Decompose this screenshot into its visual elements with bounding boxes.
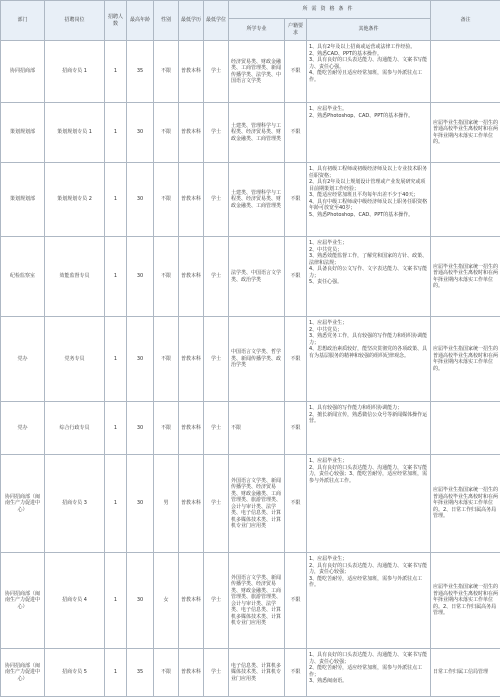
cell-age: 30	[127, 103, 154, 163]
cell-hukou: 不限	[285, 163, 307, 237]
cell-gender: 男	[154, 455, 179, 553]
cell-count: 1	[105, 103, 127, 163]
cell-major: 电子信息类、计算机多媒体技术类、计算机专业门应用类	[229, 649, 285, 697]
condition-line: 3、熟悉闽南语。	[309, 678, 428, 685]
cell-degree: 学士	[204, 41, 229, 103]
cell-post: 党务专员	[45, 317, 105, 402]
condition-line: 1、具有初级工程师或初级经济师及以上专业技术职务任职资格；	[309, 166, 428, 179]
table-row	[1, 553, 500, 649]
cell-dept: 协同招商部	[1, 41, 45, 103]
header-other: 其他条件	[307, 19, 431, 41]
cell-gender: 不限	[154, 103, 179, 163]
cell-note: 应届毕业生指国家统一招生的普通高校毕业生离校时和在两年择业期内未落实工作单位的。	[431, 237, 500, 317]
cell-major: 外国语言文学类、新闻传播学类、经济贸易类、财政金融类、工商管理类、旅游管理类、会计与审计类、法学类、电子信息类、计算机多媒体技术类、计算机专业门应用类	[229, 553, 285, 649]
cell-age: 30	[127, 317, 154, 402]
header-row-1	[1, 1, 500, 19]
cell-other	[307, 317, 431, 402]
condition-line: 5、责任心强。	[309, 279, 428, 286]
cell-note: 应届毕业生指国家统一招生的普通高校毕业生离校时和在两年择业期内未落实工作单位的。2、日常工作归属高务局管理。	[431, 455, 500, 553]
cell-count: 1	[105, 317, 127, 402]
cell-dept: 党办	[1, 402, 45, 455]
cell-age: 35	[127, 41, 154, 103]
cell-hukou: 不限	[285, 649, 307, 697]
cell-hukou: 不限	[285, 237, 307, 317]
condition-line: 1、具有2年及以上招商或运营或法律工作经验。	[309, 44, 428, 51]
cell-post: 招商专员 1	[45, 41, 105, 103]
cell-note	[431, 402, 500, 455]
condition-line: 2、能吃苦耐劳，适应经常加班，需参与外派驻点工作；	[309, 665, 428, 678]
cell-age: 30	[127, 402, 154, 455]
condition-line: 3、能吃苦耐劳，适应经常加班，需参与外派驻点工作。	[309, 576, 428, 589]
cell-hukou: 不限	[285, 41, 307, 103]
cell-edu: 普教本科	[179, 553, 204, 649]
cell-edu: 普教本科	[179, 317, 204, 402]
cell-major: 土建类、管理科学与工程类、经济贸易类、财政金融类、工商管理类	[229, 103, 285, 163]
header-gender: 性别	[154, 1, 179, 41]
cell-degree: 学士	[204, 649, 229, 697]
condition-line: 1、具有良好的口头表达能力、沟通能力、文案书写能力、责任心较强；	[309, 652, 428, 665]
cell-other	[307, 649, 431, 697]
cell-other	[307, 237, 431, 317]
condition-line: 2、熟悉Photoshop、CAD、PPT的基本操作。	[309, 113, 428, 120]
cell-gender: 不限	[154, 237, 179, 317]
cell-post: 策划规划专员 2	[45, 163, 105, 237]
condition-line: 2、擅长新闻宣传，熟悉微信公众号等新闻媒体操作运营。	[309, 412, 428, 425]
condition-line: 4、具备良好的公文写作、文字表达能力、文案书写能力；	[309, 266, 428, 279]
cell-dept: 协同招商部（闽南生产力促进中心）	[1, 553, 45, 649]
cell-other	[307, 553, 431, 649]
condition-line: 4、能吃苦耐劳且适应经常加班，需参与外派驻点工作。	[309, 70, 428, 83]
condition-line: 2、具有良好的口头表达能力、沟通能力，文案书写能力，责任心较强；3、能吃苦耐劳，适应经常加班，需参与外派驻点工作。	[309, 465, 428, 485]
cell-note: 应届毕业生指国家统一招生的普通高校毕业生离校时和在两年择业期内未落实工作单位的。2、日常工作归属高务局管理。	[431, 553, 500, 649]
cell-dept: 党办	[1, 317, 45, 402]
cell-degree: 学士	[204, 402, 229, 455]
cell-major: 不限	[229, 402, 285, 455]
header-age: 最高年龄	[127, 1, 154, 41]
cell-gender: 不限	[154, 163, 179, 237]
condition-line: 1、应届毕业生；	[309, 458, 428, 465]
cell-count: 1	[105, 402, 127, 455]
cell-count: 1	[105, 553, 127, 649]
cell-count: 1	[105, 237, 127, 317]
cell-note: 应届毕业生指国家统一招生的普通高校毕业生离校时和在两年择业期内未落实工作单位的。	[431, 317, 500, 402]
cell-age: 30	[127, 553, 154, 649]
cell-major: 外国语言文学类、新闻传播学类、经济贸易类、财政金融类、工商管理类、旅游管理类、会计与审计类、法学类、电子信息类、计算机多媒体技术类、计算机专业门应用类	[229, 455, 285, 553]
cell-gender: 女	[154, 553, 179, 649]
cell-gender: 不限	[154, 649, 179, 697]
cell-other	[307, 402, 431, 455]
cell-edu: 普教本科	[179, 649, 204, 697]
table-row	[1, 103, 500, 163]
cell-note: 应届毕业生指国家统一招生的普通高校毕业生离校时和在两年择业期内未落实工作单位的。	[431, 103, 500, 163]
cell-post: 招商专员 3	[45, 455, 105, 553]
cell-hukou: 不限	[285, 402, 307, 455]
header-count: 招聘人数	[105, 1, 127, 41]
header-edu: 最低学历	[179, 1, 204, 41]
cell-major: 土建类、管理科学与工程类、经济贸易类、财政金融类、工商管理类	[229, 163, 285, 237]
condition-line: 1、具有较强的写作能力和组织协调能力；	[309, 405, 428, 412]
table-row	[1, 649, 500, 697]
condition-line: 1、应届毕业生；	[309, 320, 428, 327]
cell-note	[431, 163, 500, 237]
cell-degree: 学士	[204, 163, 229, 237]
condition-line: 1、应届毕业生；	[309, 240, 428, 247]
header-post: 招聘岗位	[45, 1, 105, 41]
cell-post: 综合行政专员	[45, 402, 105, 455]
cell-degree: 学士	[204, 103, 229, 163]
cell-other	[307, 455, 431, 553]
table-body	[1, 41, 500, 697]
header-major: 所学专业	[229, 19, 285, 41]
cell-count: 1	[105, 41, 127, 103]
cell-gender: 不限	[154, 317, 179, 402]
cell-degree: 学士	[204, 553, 229, 649]
cell-dept: 协同招商部（闽南生产力促进中心）	[1, 455, 45, 553]
cell-edu: 普教本科	[179, 455, 204, 553]
cell-post: 效能监督专员	[45, 237, 105, 317]
cell-age: 30	[127, 237, 154, 317]
cell-edu: 普教本科	[179, 402, 204, 455]
condition-line: 3、熟悉党务工作，具有较强的写作能力和组织协调能力；	[309, 333, 428, 346]
cell-major: 法学类、中国语言文学类、政治学类	[229, 237, 285, 317]
condition-line: 1、应届毕业生；	[309, 556, 428, 563]
cell-major: 经济贸易类、财政金融类、工商管理类、新闻传播学类、法学类、中国语言文学类	[229, 41, 285, 103]
cell-dept: 策划规划部	[1, 163, 45, 237]
cell-post: 招商专员 4	[45, 553, 105, 649]
cell-age: 30	[127, 163, 154, 237]
cell-degree: 学士	[204, 237, 229, 317]
header-dept: 部门	[1, 1, 45, 41]
table-row	[1, 317, 500, 402]
cell-post: 招商专员 5	[45, 649, 105, 697]
cell-other	[307, 41, 431, 103]
cell-edu: 普教本科	[179, 41, 204, 103]
cell-count: 1	[105, 649, 127, 697]
cell-note: 日常工作归属工信局管理	[431, 649, 500, 697]
condition-line: 5、熟悉Photoshop、CAD、PPT的基本操作。	[309, 212, 428, 219]
header-degree: 最低学位	[204, 1, 229, 41]
condition-line: 2、具有良好的口头表达能力、沟通能力、文案书写能力，责任心较强；	[309, 563, 428, 576]
condition-line: 4、具有中级工程师或中级经济师及以上职务任职资格年龄可放宽至40岁；	[309, 199, 428, 212]
cell-dept: 协同招商部（闽南生产力促进中心）	[1, 649, 45, 697]
condition-line: 2、中共党员；	[309, 247, 428, 254]
condition-line: 3、能适应经常加班且平均每年出差不少于40天；	[309, 192, 428, 199]
table-row	[1, 455, 500, 553]
cell-major: 中国语言文学类、哲学类、新闻传播学类、政治学类	[229, 317, 285, 402]
cell-note	[431, 41, 500, 103]
cell-other	[307, 163, 431, 237]
header-hukou: 户籍要求	[285, 19, 307, 41]
cell-age: 30	[127, 455, 154, 553]
cell-edu: 普教本科	[179, 237, 204, 317]
header-group: 所需资格条件	[229, 1, 431, 19]
cell-post: 策划规划专员 1	[45, 103, 105, 163]
condition-line: 2、具有2年及以上规划设计管理或产业发展研究或项目前期策划工作经验；	[309, 179, 428, 192]
table-row	[1, 237, 500, 317]
table-row	[1, 402, 500, 455]
cell-hukou: 不限	[285, 553, 307, 649]
cell-hukou: 不限	[285, 103, 307, 163]
cell-hukou: 不限	[285, 317, 307, 402]
cell-other	[307, 103, 431, 163]
cell-degree: 学士	[204, 317, 229, 402]
cell-dept: 策划规划部	[1, 103, 45, 163]
cell-edu: 普教本科	[179, 163, 204, 237]
cell-hukou: 不限	[285, 455, 307, 553]
cell-degree: 学士	[204, 455, 229, 553]
cell-count: 1	[105, 163, 127, 237]
condition-line: 3、熟悉效能监督工作，了解党和国家的方针、政策、法律和法规；	[309, 253, 428, 266]
condition-line: 1、应届毕业生。	[309, 106, 428, 113]
cell-gender: 不限	[154, 402, 179, 455]
cell-edu: 普教本科	[179, 103, 204, 163]
cell-dept: 纪检监察室	[1, 237, 45, 317]
cell-age: 35	[127, 649, 154, 697]
condition-line: 2、熟悉CAD、PPT的基本操作。	[309, 51, 428, 58]
header-note: 备注	[431, 1, 500, 41]
table-row	[1, 163, 500, 237]
cell-gender: 不限	[154, 41, 179, 103]
condition-line: 4、思想政治素质较好，能坚决贯彻党的各项政策、具有为基层服务的精神和较强的组织纪律观念。	[309, 346, 428, 359]
condition-line: 2、中共党员；	[309, 327, 428, 334]
condition-line: 3、具有良好的口头表达能力、沟通能力、文案书写能力、责任心强。	[309, 57, 428, 70]
table-row	[1, 41, 500, 103]
cell-count: 1	[105, 455, 127, 553]
